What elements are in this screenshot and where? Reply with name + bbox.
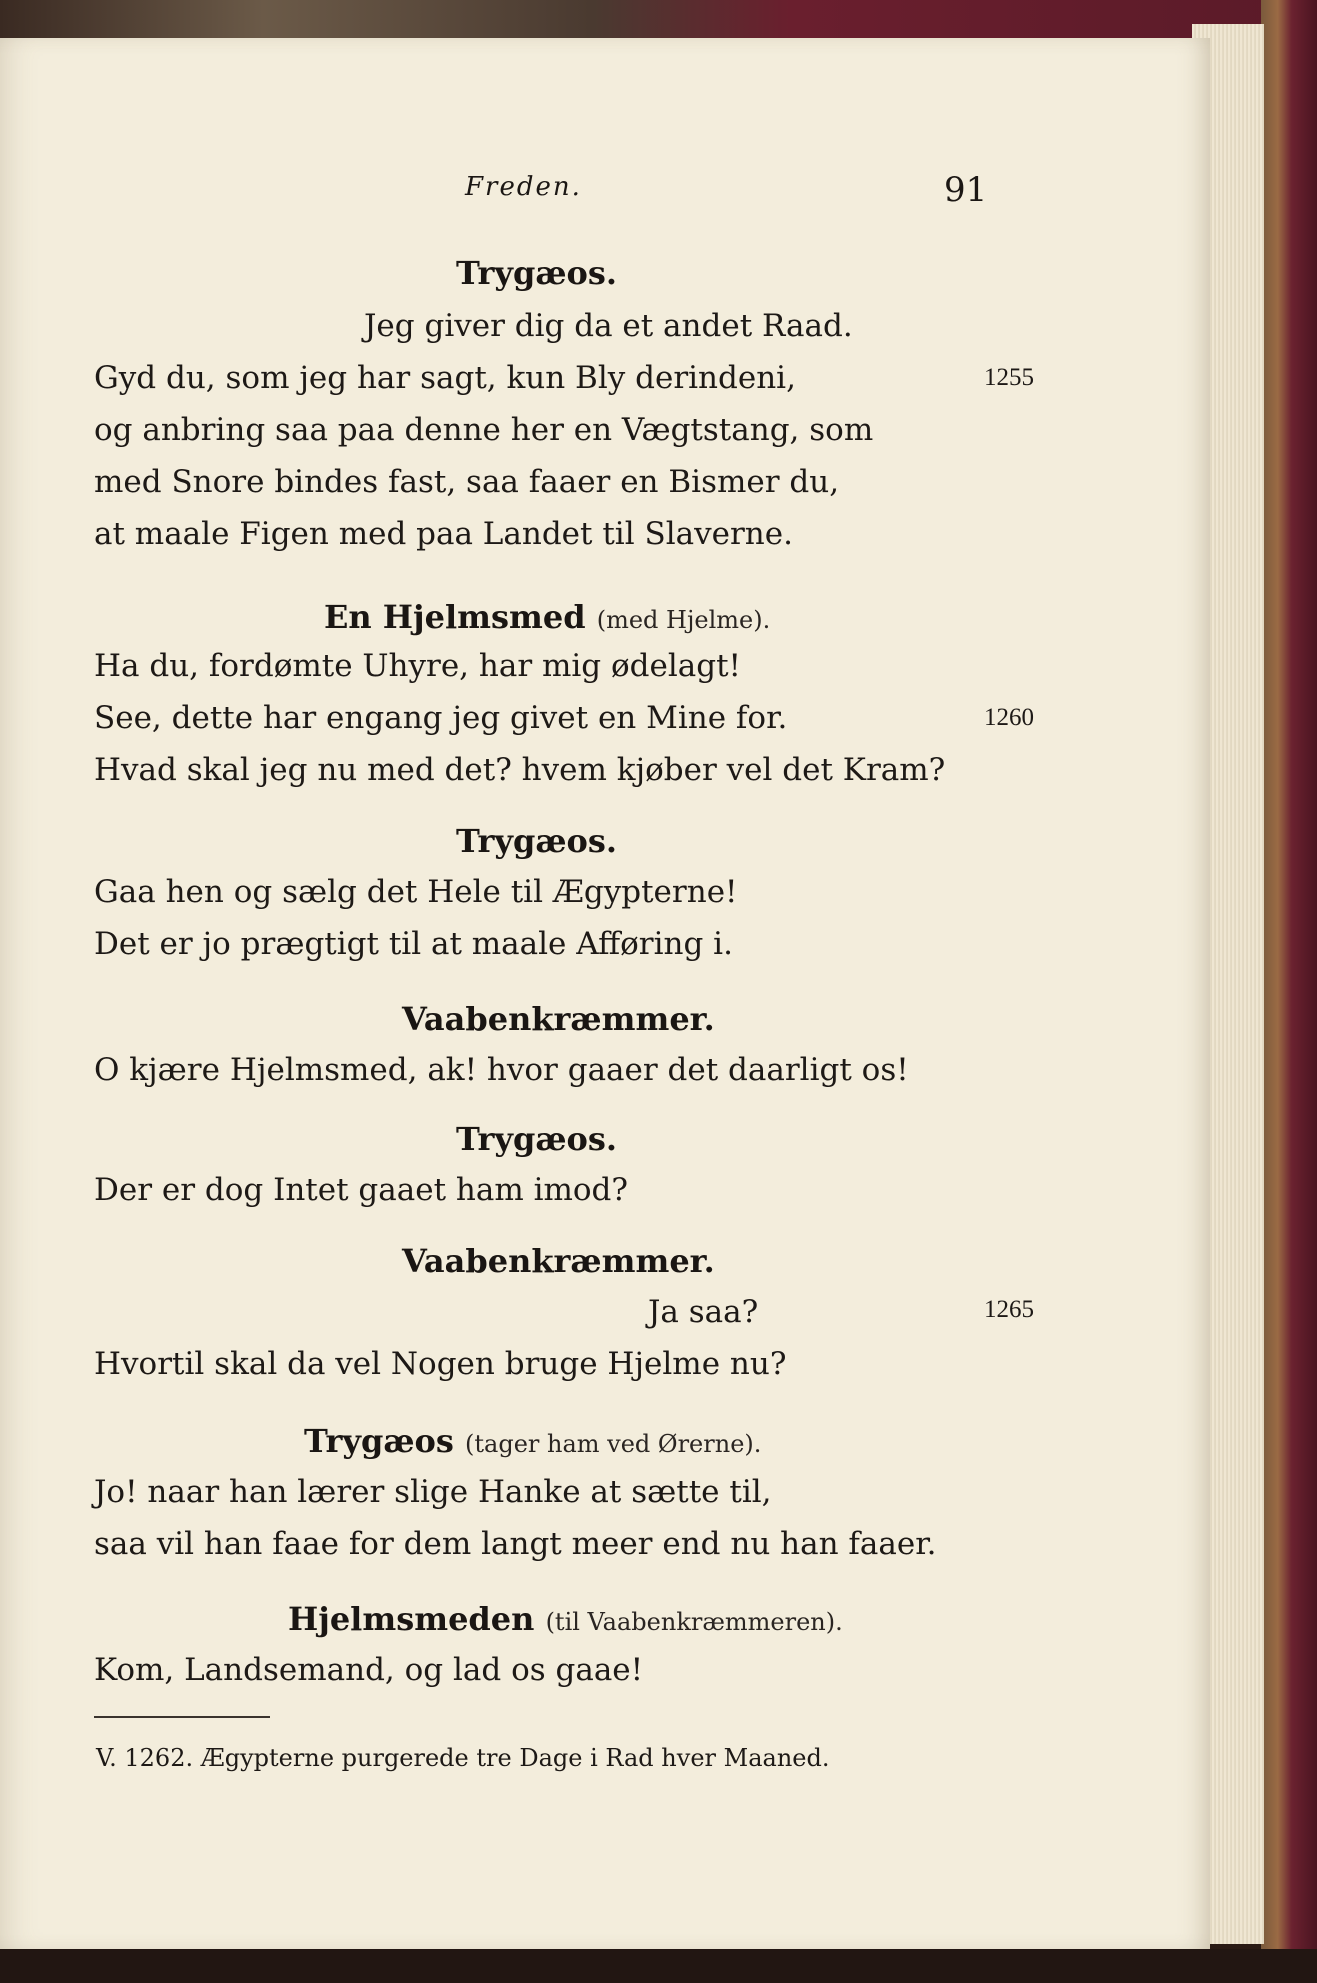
verse-line: Hvortil skal da vel Nogen bruge Hjelme nu? [94, 1346, 787, 1382]
verse-line: Jeg giver dig da et andet Raad. [364, 308, 853, 344]
speaker-heading: Trygæos. [456, 254, 618, 292]
verse-line: Ja saa? [648, 1294, 759, 1330]
book-cover-top-edge [0, 0, 1317, 40]
speaker-heading: Vaabenkræmmer. [402, 1242, 715, 1280]
speaker-heading: Trygæos (tager ham ved Ørerne). [304, 1422, 762, 1460]
verse-line: at maale Figen med paa Landet til Slaverne. [94, 516, 793, 552]
verse-line: Der er dog Intet gaaet ham imod? [94, 1172, 629, 1208]
stage-direction: (til Vaabenkræmmeren). [545, 1608, 843, 1636]
verse-line: med Snore bindes fast, saa faaer en Bismer du, [94, 464, 840, 500]
speaker-heading: En Hjelmsmed (med Hjelme). [324, 598, 771, 636]
speaker-heading: Hjelmsmeden (til Vaabenkræmmeren). [288, 1600, 843, 1638]
speaker-heading: Trygæos. [456, 1120, 618, 1158]
verse-line: Ha du, fordømte Uhyre, har mig ødelagt! [94, 648, 742, 684]
verse-line: saa vil han faae for dem langt meer end nu han faaer. [94, 1526, 937, 1562]
verse-line: Det er jo prægtigt til at maale Afføring i. [94, 926, 733, 962]
verse-line: og anbring saa paa denne her en Vægtstang, som [94, 412, 874, 448]
stage-direction: (tager ham ved Ørerne). [465, 1430, 762, 1458]
speaker-heading: Vaabenkræmmer. [402, 1000, 715, 1038]
stage-direction: (med Hjelme). [596, 606, 771, 634]
verse-line: Gyd du, som jeg har sagt, kun Bly derindeni, [94, 360, 796, 396]
line-number: 1260 [984, 704, 1034, 731]
running-header: Freden. [465, 172, 582, 202]
verse-line: Jo! naar han lærer slige Hanke at sætte til, [94, 1474, 772, 1510]
verse-line: O kjære Hjelmsmed, ak! hvor gaaer det daarligt os! [94, 1052, 909, 1088]
verse-line: Hvad skal jeg nu med det? hvem kjøber vel det Kram? [94, 752, 946, 788]
book-cover-bottom-edge [0, 1949, 1317, 1983]
line-number: 1255 [984, 364, 1034, 391]
verse-line: See, dette har engang jeg givet en Mine for. [94, 700, 788, 736]
verse-line: Kom, Landsemand, og lad os gaae! [94, 1652, 644, 1688]
speaker-heading: Trygæos. [456, 822, 618, 860]
line-number: 1265 [984, 1296, 1034, 1323]
verse-line: Gaa hen og sælg det Hele til Ægypterne! [94, 874, 738, 910]
page-number: 91 [944, 170, 988, 210]
footnote-rule [94, 1716, 270, 1718]
book-cover-right-edge [1261, 0, 1317, 1983]
footnote: V. 1262. Ægypterne purgerede tre Dage i Rad hver Maaned. [96, 1744, 830, 1772]
